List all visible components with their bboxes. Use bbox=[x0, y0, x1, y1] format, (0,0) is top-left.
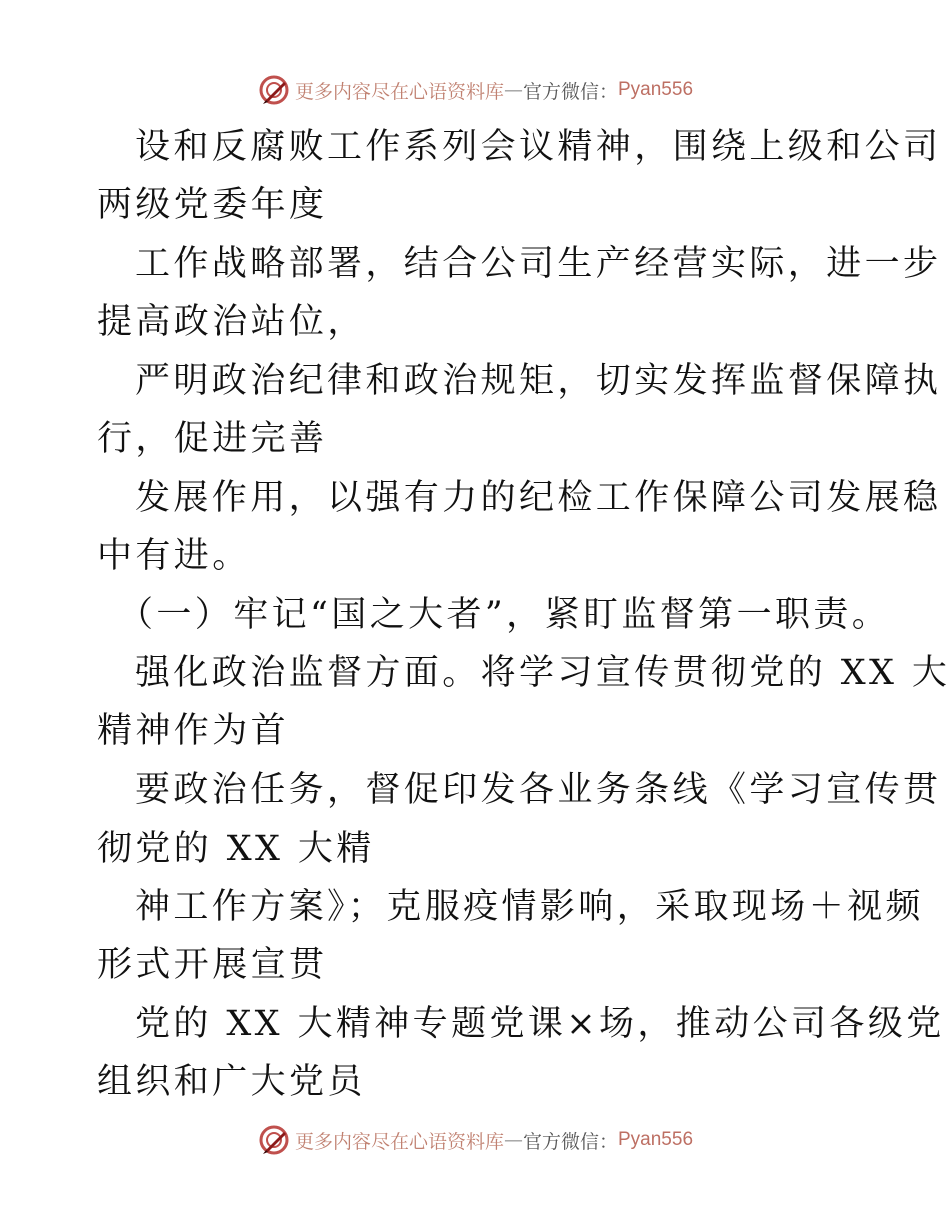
banner-dash: — bbox=[503, 79, 523, 101]
header-watermark-banner bbox=[0, 70, 950, 110]
body-line: 工作战略部署，结合公司生产经营实际，进一步 bbox=[135, 244, 942, 284]
body-line: 两级党委年度 bbox=[97, 185, 328, 225]
body-line: 神工作方案》；克服疫情影响，采取现场＋视频 bbox=[135, 887, 924, 927]
section-heading: （一）牢记“国之大者”，紧盯监督第一职责。 bbox=[118, 595, 891, 635]
banner-wechat-id: Pyan556 bbox=[618, 1129, 694, 1150]
body-line: 提高政治站位， bbox=[97, 302, 366, 342]
body-line: 党的 XX 大精神专题党课×场，推动公司各级党 bbox=[135, 1004, 945, 1044]
footer-watermark-banner bbox=[0, 1120, 950, 1160]
banner-brand-text: 更多内容尽在心语资料库 bbox=[294, 80, 504, 103]
banner-wechat-id: Pyan556 bbox=[618, 79, 694, 100]
body-line: 强化政治监督方面。将学习宣传贯彻党的 XX 大 bbox=[135, 653, 950, 693]
banner-brand-text: 更多内容尽在心语资料库 bbox=[294, 1130, 504, 1153]
pen-logo-icon bbox=[257, 73, 291, 107]
banner-label: 官方微信： bbox=[522, 1130, 618, 1153]
body-line: 形式开展宣贯 bbox=[97, 945, 328, 985]
pen-logo-icon bbox=[257, 1123, 291, 1157]
body-line: 要政治任务，督促印发各业务条线《学习宣传贯 bbox=[135, 770, 942, 810]
body-line: 行，促进完善 bbox=[97, 419, 328, 459]
body-line: 严明政治纪律和政治规矩，切实发挥监督保障执 bbox=[135, 361, 942, 401]
body-line: 发展作用，以强有力的纪检工作保障公司发展稳 bbox=[135, 478, 942, 518]
banner-dash: — bbox=[503, 1129, 523, 1151]
banner-label: 官方微信： bbox=[522, 80, 618, 103]
body-line: 精神作为首 bbox=[97, 711, 290, 751]
body-line: 中有进。 bbox=[97, 536, 251, 576]
body-line: 设和反腐败工作系列会议精神，围绕上级和公司 bbox=[135, 127, 942, 167]
body-line: 组织和广大党员 bbox=[97, 1062, 366, 1102]
body-line: 彻党的 XX 大精 bbox=[97, 829, 375, 869]
